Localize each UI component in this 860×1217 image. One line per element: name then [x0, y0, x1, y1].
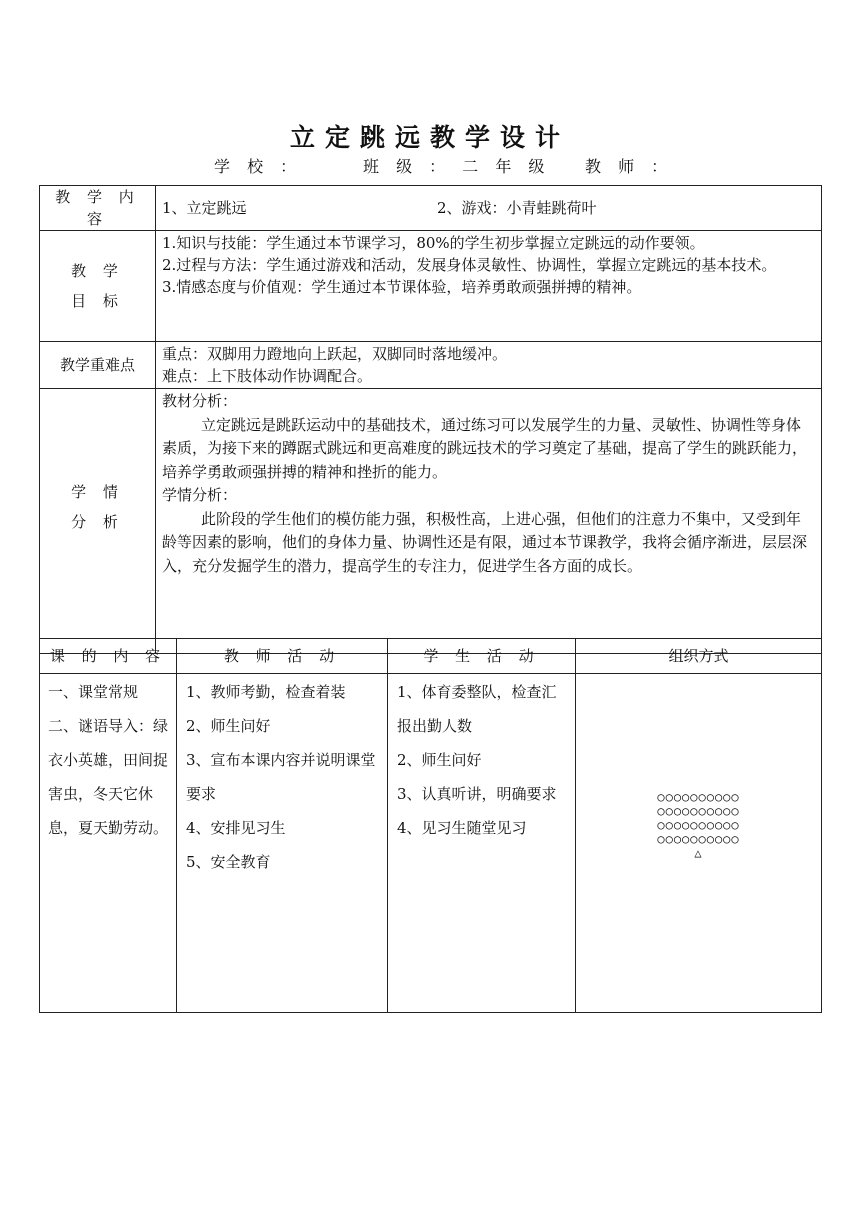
- student-heading: 学情分析：: [162, 486, 238, 504]
- student-activity: 2、师生问好: [397, 751, 482, 769]
- content-item-2: 2、游戏：小青蛙跳荷叶: [437, 199, 597, 217]
- formation-row: ○○○○○○○○○○: [657, 832, 740, 846]
- key-points-row: [40, 342, 822, 389]
- content-label: 教 学 内 容: [40, 186, 156, 231]
- teacher-activity: 1、教师考勤，检查着装: [186, 683, 346, 701]
- teacher-label: 教 师 ：: [585, 157, 674, 176]
- class-label: 班 级 ： 二 年 级: [363, 157, 551, 176]
- header-meta: [0, 154, 860, 180]
- teacher-marker: △: [694, 846, 703, 860]
- material-heading: 教材分析：: [162, 392, 238, 410]
- objectives-label-line2: 目 标: [71, 292, 124, 310]
- analysis-label: [40, 389, 156, 654]
- student-activity: 1、体育委整队，检查汇报出勤人数: [397, 683, 557, 735]
- organization-cell: [576, 674, 822, 1013]
- header-organization: 组织方式: [576, 639, 822, 674]
- lesson-content-text: 一、课堂常规 二、谜语导入：绿衣小英雄，田间捉害虫，冬天它休息，夏天勤劳动。: [48, 683, 169, 837]
- analysis-cell: [156, 389, 822, 654]
- key-point-focus: 重点：双脚用力蹬地向上跃起，双脚同时落地缓冲。: [162, 345, 508, 363]
- lesson-table: [39, 638, 822, 1013]
- teacher-activity: 3、宣布本课内容并说明课堂要求: [186, 751, 376, 803]
- key-points-cell: [156, 342, 822, 389]
- teacher-activity: 4、安排见习生: [186, 819, 286, 837]
- formation-diagram: [576, 790, 821, 860]
- formation-row: ○○○○○○○○○○: [657, 790, 740, 804]
- key-points-label: 教学重难点: [40, 342, 156, 389]
- analysis-label-line1: 学 情: [71, 483, 124, 501]
- objectives-label-line1: 教 学: [71, 262, 124, 280]
- formation-row: ○○○○○○○○○○: [657, 818, 740, 832]
- objectives-cell: [156, 231, 822, 342]
- teacher-activity: 5、安全教育: [186, 853, 271, 871]
- student-activity-cell: [388, 674, 576, 1013]
- design-table: [39, 185, 822, 654]
- student-activity: 4、见习生随堂见习: [397, 819, 527, 837]
- material-text: 立定跳远是跳跃运动中的基础技术，通过练习可以发展学生的力量、灵敏性、协调性等身体素质，为接下来的蹲踞式跳远和更高难度的跳远技术的学习奠定了基础，提高了学生的跳跃能力，培养学勇敢顽强拼搏的精神和挫折的能力。: [162, 415, 808, 481]
- content-item-1: 1、立定跳远: [162, 199, 247, 217]
- key-point-difficulty: 难点：上下肢体动作协调配合。: [162, 367, 373, 385]
- teacher-activity: 2、师生问好: [186, 717, 271, 735]
- objectives-label: [40, 231, 156, 342]
- objectives-row: [40, 231, 822, 342]
- objective-line: 1.知识与技能：学生通过本节课学习，80%的学生初步掌握立定跳远的动作要领。: [162, 234, 705, 252]
- student-text: 此阶段的学生他们的模仿能力强，积极性高，上进心强，但他们的注意力不集中，又受到年龄等因素的影响，他们的身体力量、协调性还是有限，通过本节课教学，我将会循序渐进，层层深入，充分发掘学生的潜力，提高学生的专注力，促进学生各方面的成长。: [162, 509, 808, 575]
- lesson-content-cell: [40, 674, 177, 1013]
- lesson-body-row: [40, 674, 822, 1013]
- student-activity: 3、认真听讲，明确要求: [397, 785, 557, 803]
- objective-line: 2.过程与方法：学生通过游戏和活动，发展身体灵敏性、协调性，掌握立定跳远的基本技术。: [162, 256, 777, 274]
- school-label: 学 校 ：: [214, 157, 303, 176]
- lesson-header-row: [40, 639, 822, 674]
- teacher-activity-cell: [177, 674, 388, 1013]
- objective-line: 3.情感态度与价值观：学生通过本节课体验，培养勇敢顽强拼搏的精神。: [162, 278, 642, 296]
- header-content: 课 的 内 容: [40, 639, 177, 674]
- page-title: 立定跳远教学设计: [289, 123, 570, 152]
- header-teacher-activity: 教 师 活 动: [177, 639, 388, 674]
- header-student-activity: 学 生 活 动: [388, 639, 576, 674]
- content-row: [40, 186, 822, 231]
- analysis-row: [40, 389, 822, 654]
- formation-row: ○○○○○○○○○○: [657, 804, 740, 818]
- content-cell: [156, 186, 822, 231]
- analysis-label-line2: 分 析: [71, 513, 124, 531]
